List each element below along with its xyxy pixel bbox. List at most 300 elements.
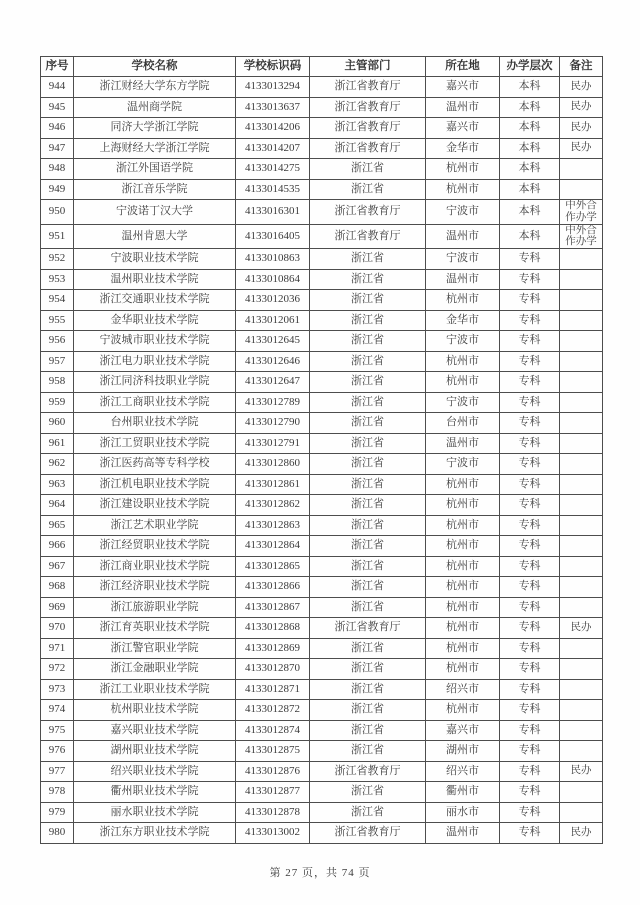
table-cell-authority: 浙江省	[310, 351, 426, 372]
table-cell-index: 954	[41, 290, 74, 311]
table-cell-location: 杭州市	[426, 159, 500, 180]
table-cell-level: 专科	[500, 761, 560, 782]
table-cell-location: 嘉兴市	[426, 118, 500, 139]
table-cell-level: 专科	[500, 597, 560, 618]
table-cell-remark: 民办	[560, 77, 603, 98]
table-cell-school-code: 4133012647	[236, 372, 310, 393]
table-cell-index: 957	[41, 351, 74, 372]
table-cell-authority: 浙江省	[310, 433, 426, 454]
table-cell-school-code: 4133012791	[236, 433, 310, 454]
table-cell-school-code: 4133012875	[236, 741, 310, 762]
table-cell-school-name: 嘉兴职业技术学院	[74, 720, 236, 741]
table-cell-school-name: 浙江旅游职业学院	[74, 597, 236, 618]
table-cell-school-name: 宁波城市职业技术学院	[74, 331, 236, 352]
table-cell-school-code: 4133012872	[236, 700, 310, 721]
table-cell-school-code: 4133010864	[236, 269, 310, 290]
table-cell-remark	[560, 597, 603, 618]
table-body	[41, 77, 603, 844]
table-cell-index: 956	[41, 331, 74, 352]
table-cell-school-name: 浙江建设职业技术学院	[74, 495, 236, 516]
table-cell-index: 971	[41, 638, 74, 659]
table-cell-index: 944	[41, 77, 74, 98]
table-cell-school-code: 4133012876	[236, 761, 310, 782]
table-cell-authority: 浙江省	[310, 454, 426, 475]
table-cell-school-name: 浙江工商职业技术学院	[74, 392, 236, 413]
table-cell-remark: 民办	[560, 618, 603, 639]
table-cell-authority: 浙江省	[310, 331, 426, 352]
table-cell-location: 绍兴市	[426, 761, 500, 782]
table-cell-level: 专科	[500, 823, 560, 844]
table-row	[41, 433, 603, 454]
table-cell-school-code: 4133012870	[236, 659, 310, 680]
table-cell-index: 969	[41, 597, 74, 618]
table-row	[41, 138, 603, 159]
table-cell-index: 952	[41, 249, 74, 270]
table-cell-authority: 浙江省	[310, 310, 426, 331]
table-cell-remark	[560, 659, 603, 680]
table-cell-remark	[560, 679, 603, 700]
table-cell-index: 950	[41, 200, 74, 225]
table-cell-location: 台州市	[426, 413, 500, 434]
table-cell-authority: 浙江省教育厅	[310, 761, 426, 782]
table-cell-index: 945	[41, 97, 74, 118]
table-cell-authority: 浙江省教育厅	[310, 224, 426, 249]
page-number-footer: 第 27 页，共 74 页	[269, 867, 371, 879]
table-cell-school-name: 金华职业技术学院	[74, 310, 236, 331]
table-cell-school-name: 浙江金融职业学院	[74, 659, 236, 680]
table-cell-level: 专科	[500, 659, 560, 680]
table-cell-location: 宁波市	[426, 331, 500, 352]
table-cell-index: 951	[41, 224, 74, 249]
table-cell-location: 杭州市	[426, 495, 500, 516]
table-cell-remark	[560, 249, 603, 270]
table-cell-authority: 浙江省	[310, 802, 426, 823]
table-row	[41, 495, 603, 516]
table-cell-location: 宁波市	[426, 200, 500, 225]
table-cell-school-name: 宁波职业技术学院	[74, 249, 236, 270]
table-cell-location: 杭州市	[426, 577, 500, 598]
table-cell-authority: 浙江省	[310, 515, 426, 536]
table-cell-location: 嘉兴市	[426, 77, 500, 98]
table-cell-level: 专科	[500, 536, 560, 557]
column-header-school-name: 学校名称	[74, 57, 236, 77]
column-header-level: 办学层次	[500, 57, 560, 77]
table-cell-remark: 中外合作办学	[560, 200, 603, 225]
table-cell-school-name: 浙江育英职业技术学院	[74, 618, 236, 639]
table-cell-index: 970	[41, 618, 74, 639]
table-cell-authority: 浙江省	[310, 700, 426, 721]
table-cell-school-code: 4133012874	[236, 720, 310, 741]
table-cell-level: 专科	[500, 372, 560, 393]
table-cell-school-code: 4133012645	[236, 331, 310, 352]
table-cell-level: 专科	[500, 700, 560, 721]
table-cell-school-name: 浙江工业职业技术学院	[74, 679, 236, 700]
table-cell-school-code: 4133016405	[236, 224, 310, 249]
table-cell-location: 温州市	[426, 97, 500, 118]
table-row	[41, 413, 603, 434]
table-cell-authority: 浙江省教育厅	[310, 77, 426, 98]
table-cell-index: 961	[41, 433, 74, 454]
table-row	[41, 618, 603, 639]
table-cell-school-code: 4133012861	[236, 474, 310, 495]
table-row	[41, 159, 603, 180]
table-cell-level: 本科	[500, 97, 560, 118]
table-cell-level: 专科	[500, 577, 560, 598]
table-cell-school-name: 温州肯恩大学	[74, 224, 236, 249]
table-cell-index: 962	[41, 454, 74, 475]
table-cell-school-name: 浙江艺术职业学院	[74, 515, 236, 536]
table-cell-remark	[560, 720, 603, 741]
table-row	[41, 97, 603, 118]
table-cell-school-code: 4133012790	[236, 413, 310, 434]
table-cell-index: 965	[41, 515, 74, 536]
table-cell-school-code: 4133012036	[236, 290, 310, 311]
table-cell-location: 绍兴市	[426, 679, 500, 700]
table-row	[41, 536, 603, 557]
table-cell-school-name: 温州商学院	[74, 97, 236, 118]
table-row	[41, 249, 603, 270]
table-cell-school-code: 4133014535	[236, 179, 310, 200]
table-row	[41, 679, 603, 700]
table-cell-school-name: 浙江经贸职业技术学院	[74, 536, 236, 557]
table-cell-school-name: 浙江东方职业技术学院	[74, 823, 236, 844]
table-cell-remark	[560, 782, 603, 803]
table-cell-remark	[560, 351, 603, 372]
table-cell-school-code: 4133014207	[236, 138, 310, 159]
table-row	[41, 77, 603, 98]
table-cell-level: 专科	[500, 290, 560, 311]
table-row	[41, 515, 603, 536]
table-cell-school-name: 浙江交通职业技术学院	[74, 290, 236, 311]
table-cell-school-name: 上海财经大学浙江学院	[74, 138, 236, 159]
table-cell-authority: 浙江省	[310, 720, 426, 741]
table-cell-authority: 浙江省	[310, 679, 426, 700]
table-cell-school-name: 浙江音乐学院	[74, 179, 236, 200]
column-header-school-code: 学校标识码	[236, 57, 310, 77]
table-cell-remark	[560, 474, 603, 495]
table-row	[41, 372, 603, 393]
table-cell-level: 专科	[500, 638, 560, 659]
table-row	[41, 823, 603, 844]
table-cell-index: 978	[41, 782, 74, 803]
table-cell-location: 丽水市	[426, 802, 500, 823]
table-cell-school-name: 浙江经济职业技术学院	[74, 577, 236, 598]
table-cell-school-name: 浙江外国语学院	[74, 159, 236, 180]
table-cell-remark	[560, 331, 603, 352]
column-header-index: 序号	[41, 57, 74, 77]
table-cell-level: 本科	[500, 179, 560, 200]
table-cell-school-code: 4133012865	[236, 556, 310, 577]
table-cell-authority: 浙江省	[310, 638, 426, 659]
table-cell-level: 专科	[500, 679, 560, 700]
table-row	[41, 310, 603, 331]
table-cell-level: 专科	[500, 720, 560, 741]
table-cell-school-code: 4133012061	[236, 310, 310, 331]
table-cell-index: 977	[41, 761, 74, 782]
table-cell-school-code: 4133013002	[236, 823, 310, 844]
column-header-remark: 备注	[560, 57, 603, 77]
table-cell-remark	[560, 269, 603, 290]
table-cell-authority: 浙江省教育厅	[310, 97, 426, 118]
table-cell-school-code: 4133012863	[236, 515, 310, 536]
table-cell-remark	[560, 372, 603, 393]
table-cell-school-code: 4133012864	[236, 536, 310, 557]
table-cell-school-code: 4133012877	[236, 782, 310, 803]
table-cell-authority: 浙江省	[310, 179, 426, 200]
table-row	[41, 782, 603, 803]
table-row	[41, 556, 603, 577]
table-cell-level: 专科	[500, 454, 560, 475]
table-cell-authority: 浙江省教育厅	[310, 118, 426, 139]
table-cell-location: 金华市	[426, 138, 500, 159]
table-cell-school-code: 4133012866	[236, 577, 310, 598]
table-cell-remark: 中外合作办学	[560, 224, 603, 249]
table-cell-remark	[560, 290, 603, 311]
table-cell-school-code: 4133012871	[236, 679, 310, 700]
table-cell-authority: 浙江省	[310, 659, 426, 680]
table-cell-index: 974	[41, 700, 74, 721]
table-cell-remark: 民办	[560, 823, 603, 844]
table-cell-location: 杭州市	[426, 290, 500, 311]
table-cell-school-code: 4133012878	[236, 802, 310, 823]
table-cell-school-code: 4133013637	[236, 97, 310, 118]
table-row	[41, 802, 603, 823]
table-cell-index: 949	[41, 179, 74, 200]
table-row	[41, 118, 603, 139]
table-cell-level: 专科	[500, 310, 560, 331]
table-cell-location: 杭州市	[426, 536, 500, 557]
table-cell-remark	[560, 159, 603, 180]
table-cell-authority: 浙江省教育厅	[310, 823, 426, 844]
table-cell-authority: 浙江省	[310, 413, 426, 434]
table-cell-remark	[560, 556, 603, 577]
table-row	[41, 269, 603, 290]
table-cell-level: 专科	[500, 782, 560, 803]
table-cell-index: 948	[41, 159, 74, 180]
table-cell-remark	[560, 515, 603, 536]
table-cell-level: 本科	[500, 77, 560, 98]
table-cell-authority: 浙江省教育厅	[310, 138, 426, 159]
table-cell-index: 967	[41, 556, 74, 577]
table-cell-school-name: 同济大学浙江学院	[74, 118, 236, 139]
table-cell-remark	[560, 454, 603, 475]
table-cell-authority: 浙江省	[310, 392, 426, 413]
table-cell-authority: 浙江省	[310, 577, 426, 598]
table-row	[41, 290, 603, 311]
table-row	[41, 200, 603, 225]
table-cell-level: 专科	[500, 249, 560, 270]
table-cell-level: 本科	[500, 138, 560, 159]
table-cell-index: 958	[41, 372, 74, 393]
table-cell-authority: 浙江省	[310, 249, 426, 270]
table-cell-location: 杭州市	[426, 638, 500, 659]
table-cell-authority: 浙江省	[310, 782, 426, 803]
table-cell-location: 杭州市	[426, 597, 500, 618]
table-cell-location: 温州市	[426, 823, 500, 844]
column-header-location: 所在地	[426, 57, 500, 77]
table-cell-remark: 民办	[560, 138, 603, 159]
table-cell-school-name: 浙江医药高等专科学校	[74, 454, 236, 475]
table-cell-index: 955	[41, 310, 74, 331]
table-cell-level: 专科	[500, 413, 560, 434]
table-cell-school-code: 4133012868	[236, 618, 310, 639]
table-cell-school-name: 浙江商业职业技术学院	[74, 556, 236, 577]
table-cell-authority: 浙江省教育厅	[310, 618, 426, 639]
table-cell-level: 专科	[500, 556, 560, 577]
table-cell-index: 968	[41, 577, 74, 598]
table-cell-location: 温州市	[426, 269, 500, 290]
table-cell-school-code: 4133012860	[236, 454, 310, 475]
table-cell-school-code: 4133012789	[236, 392, 310, 413]
table-cell-location: 杭州市	[426, 351, 500, 372]
table-cell-school-name: 浙江电力职业技术学院	[74, 351, 236, 372]
table-row	[41, 700, 603, 721]
table-cell-remark: 民办	[560, 761, 603, 782]
table-cell-authority: 浙江省	[310, 159, 426, 180]
table-cell-school-name: 浙江警官职业学院	[74, 638, 236, 659]
table-cell-level: 专科	[500, 495, 560, 516]
table-cell-remark: 民办	[560, 118, 603, 139]
table-cell-index: 963	[41, 474, 74, 495]
table-cell-index: 959	[41, 392, 74, 413]
table-cell-location: 宁波市	[426, 249, 500, 270]
table-cell-authority: 浙江省	[310, 556, 426, 577]
table-header-row	[41, 57, 603, 77]
table-cell-remark	[560, 741, 603, 762]
table-cell-location: 金华市	[426, 310, 500, 331]
table-cell-index: 979	[41, 802, 74, 823]
table-cell-index: 964	[41, 495, 74, 516]
table-cell-location: 杭州市	[426, 618, 500, 639]
table-cell-location: 温州市	[426, 224, 500, 249]
table-cell-authority: 浙江省	[310, 269, 426, 290]
table-cell-level: 本科	[500, 200, 560, 225]
table-cell-remark	[560, 179, 603, 200]
table-cell-school-name: 浙江工贸职业技术学院	[74, 433, 236, 454]
table-cell-school-name: 衢州职业技术学院	[74, 782, 236, 803]
table-cell-remark	[560, 495, 603, 516]
table-cell-school-code: 4133014206	[236, 118, 310, 139]
table-cell-school-code: 4133012646	[236, 351, 310, 372]
table-cell-remark	[560, 413, 603, 434]
table-row	[41, 597, 603, 618]
table-cell-location: 杭州市	[426, 515, 500, 536]
table-row	[41, 638, 603, 659]
table-cell-school-name: 浙江同济科技职业学院	[74, 372, 236, 393]
table-cell-school-name: 温州职业技术学院	[74, 269, 236, 290]
table-cell-school-code: 4133013294	[236, 77, 310, 98]
table-cell-level: 专科	[500, 515, 560, 536]
table-cell-level: 本科	[500, 118, 560, 139]
table-row	[41, 741, 603, 762]
column-header-authority: 主管部门	[310, 57, 426, 77]
table-cell-location: 杭州市	[426, 179, 500, 200]
table-cell-remark	[560, 392, 603, 413]
table-cell-authority: 浙江省教育厅	[310, 200, 426, 225]
table-cell-school-name: 浙江财经大学东方学院	[74, 77, 236, 98]
table-row	[41, 720, 603, 741]
table-cell-school-name: 浙江机电职业技术学院	[74, 474, 236, 495]
table-row	[41, 224, 603, 249]
table-cell-authority: 浙江省	[310, 741, 426, 762]
table-cell-index: 947	[41, 138, 74, 159]
table-cell-level: 专科	[500, 474, 560, 495]
table-cell-location: 湖州市	[426, 741, 500, 762]
table-cell-school-name: 绍兴职业技术学院	[74, 761, 236, 782]
table-cell-index: 973	[41, 679, 74, 700]
table-cell-location: 杭州市	[426, 556, 500, 577]
table-cell-level: 专科	[500, 618, 560, 639]
table-row	[41, 577, 603, 598]
table-cell-level: 专科	[500, 433, 560, 454]
table-cell-authority: 浙江省	[310, 474, 426, 495]
table-cell-authority: 浙江省	[310, 290, 426, 311]
table-cell-index: 975	[41, 720, 74, 741]
table-cell-school-code: 4133016301	[236, 200, 310, 225]
table-cell-location: 杭州市	[426, 659, 500, 680]
table-cell-school-name: 宁波诺丁汉大学	[74, 200, 236, 225]
table-row	[41, 659, 603, 680]
table-cell-school-name: 杭州职业技术学院	[74, 700, 236, 721]
table-cell-location: 衢州市	[426, 782, 500, 803]
table-cell-index: 946	[41, 118, 74, 139]
table-cell-location: 杭州市	[426, 700, 500, 721]
table-cell-level: 专科	[500, 331, 560, 352]
table-cell-authority: 浙江省	[310, 372, 426, 393]
table-row	[41, 351, 603, 372]
table-cell-remark	[560, 638, 603, 659]
table-cell-school-code: 4133012869	[236, 638, 310, 659]
table-cell-location: 杭州市	[426, 474, 500, 495]
table-cell-index: 976	[41, 741, 74, 762]
table-row	[41, 179, 603, 200]
table-cell-school-code: 4133010863	[236, 249, 310, 270]
table-cell-location: 温州市	[426, 433, 500, 454]
table-cell-school-code: 4133012867	[236, 597, 310, 618]
table-cell-remark	[560, 310, 603, 331]
table-row	[41, 392, 603, 413]
table-cell-remark	[560, 577, 603, 598]
table-row	[41, 761, 603, 782]
table-cell-school-code: 4133014275	[236, 159, 310, 180]
table-cell-school-name: 湖州职业技术学院	[74, 741, 236, 762]
table-row	[41, 331, 603, 352]
table-row	[41, 474, 603, 495]
table-cell-level: 专科	[500, 741, 560, 762]
table-cell-index: 953	[41, 269, 74, 290]
table-cell-remark: 民办	[560, 97, 603, 118]
table-cell-level: 专科	[500, 269, 560, 290]
table-cell-remark	[560, 802, 603, 823]
table-cell-level: 专科	[500, 392, 560, 413]
table-cell-location: 宁波市	[426, 454, 500, 475]
table-cell-index: 966	[41, 536, 74, 557]
table-cell-level: 本科	[500, 159, 560, 180]
table-header	[41, 57, 603, 77]
school-list-table	[40, 56, 603, 844]
table-cell-location: 宁波市	[426, 392, 500, 413]
table-cell-level: 本科	[500, 224, 560, 249]
table-row	[41, 454, 603, 475]
table-cell-index: 972	[41, 659, 74, 680]
table-cell-location: 杭州市	[426, 372, 500, 393]
table-cell-remark	[560, 536, 603, 557]
table-cell-location: 嘉兴市	[426, 720, 500, 741]
table-cell-authority: 浙江省	[310, 536, 426, 557]
table-cell-level: 专科	[500, 351, 560, 372]
table-cell-level: 专科	[500, 802, 560, 823]
table-cell-authority: 浙江省	[310, 495, 426, 516]
